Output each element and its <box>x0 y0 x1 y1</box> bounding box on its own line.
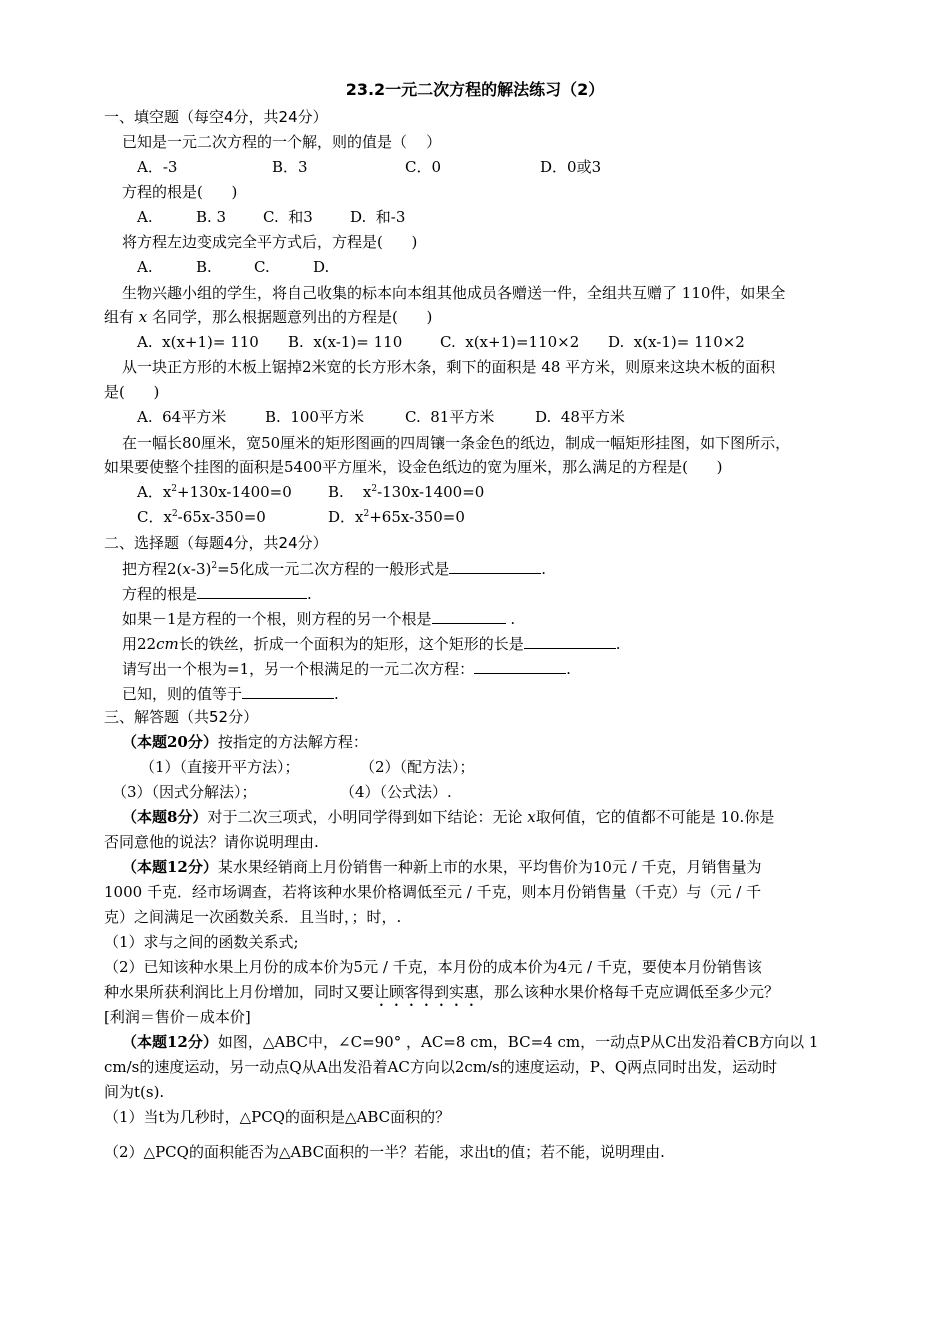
section-2-heading: 二、选择题（每题4分，共24分） <box>104 534 328 552</box>
section-3-heading: 三、解答题（共52分） <box>104 708 259 726</box>
s1-q6-stem-line2: 如果要使整个挂图的面积是5400平方厘米，设金色纸边的宽为厘米，那么满足的方程是( ) <box>104 458 723 476</box>
s1-q5-option-b: B. 100平方米 <box>265 408 364 426</box>
s3-p1-method-3: （3）（因式分解法）； <box>112 783 257 801</box>
s1-q3-option-a: A. <box>137 258 153 276</box>
s3-problem-4-line1: （本题12分）如图，△ABC中，∠C=90° ，AC=8 cm，BC=4 cm，一动点P从C出发沿着CB方向以 1 <box>122 1033 819 1051</box>
s2-q2: 方程的根是 . <box>122 582 312 604</box>
s1-q6-option-d: D．$x^2+65x-350=0$ <box>328 508 465 526</box>
s1-q5-option-d: D. 48平方米 <box>535 408 625 426</box>
s3-p1-method-4: （4）（公式法）. <box>340 783 452 801</box>
s3-p3-sub-2-line1: （2）已知该种水果上月份的成本价为5元 / 千克，本月份的成本价为4元 / 千克，要使本月份销售该 <box>104 958 762 976</box>
s3-problem-3-line2: 1000 千克．经市场调查，若将该种水果价格调低至元 / 千克，则本月份销售量（千克）与（元 / 千 <box>104 883 762 901</box>
s1-q6-option-a: A．$x^2+130x-1400=0$ <box>137 483 292 501</box>
s1-q4-option-b: B. x(x-1)= 110 <box>288 333 403 351</box>
page-title: 23.2一元二次方程的解法练习（2） <box>345 80 605 99</box>
s1-q5-option-c: C. 81平方米 <box>405 408 495 426</box>
s2-q6: 已知，则的值等于 . <box>122 682 339 704</box>
s1-q1-option-b: B．3 <box>272 158 308 176</box>
s1-q4-option-a: A. x(x+1)= 110 <box>137 333 259 351</box>
s3-p1-method-2: （2）（配方法）； <box>360 758 475 776</box>
s1-q2-option-b: B. 3 <box>196 208 227 226</box>
s1-q6-option-b: B. $x^2-130x-1400=0$ <box>328 483 485 501</box>
s3-problem-2-line2: 否同意他的说法？请你说明理由. <box>104 833 319 851</box>
s1-q3-option-c: C. <box>254 258 270 276</box>
s3-problem-3-line1: （本题12分）某水果经销商上月份销售一种新上市的水果，平均售价为10元 / 千克，月销售量为 <box>122 858 762 876</box>
s3-problem-3-line3: 克）之间满足一次函数关系．且当时，；时，. <box>104 908 402 926</box>
s3-problem-4-line2: cm/s的速度运动，另一动点Q从A出发沿着AC方向以2cm/s的速度运动，P、Q两点同时出发，运动时 <box>104 1058 778 1076</box>
variable-x: x <box>138 308 148 326</box>
s3-p1-method-1: （1）（直接开平方法）； <box>140 758 300 776</box>
emphasized-text: 让顾客得到实惠 <box>374 983 480 1001</box>
s3-problem-1: （本题20分）按指定的方法解方程： <box>122 733 368 751</box>
s1-q1-option-c: C．0 <box>405 158 442 176</box>
s2-q3: 如果－1是方程的一个根，则方程的另一个根是 . <box>122 607 515 629</box>
s3-problem-2-line1: （本题8分）对于二次三项式，小明同学得到如下结论：无论 x取何值，它的值都不可能是 10.你是 <box>122 808 775 826</box>
s1-q3-option-d: D. <box>313 258 330 276</box>
s3-p3-note: [利润＝售价－成本价] <box>104 1008 251 1026</box>
s1-q4-option-c: C. x(x+1)=110×2 <box>440 333 580 351</box>
answer-blank[interactable] <box>242 682 334 699</box>
s1-q4-stem-line1: 生物兴趣小组的学生，将自己收集的标本向本组其他成员各赠送一件，全组共互赠了 110件，如果全 <box>122 284 786 302</box>
s3-p3-sub-2-line2: 种水果所获利润比上月份增加，同时又要让顾客得到实惠，那么该种水果价格每千克应调低至多少元？ <box>104 983 780 1001</box>
s1-q2-option-a: A. <box>137 208 153 226</box>
s3-problem-4-line3: 间为t(s). <box>104 1083 165 1101</box>
s3-p3-sub-1: （1）求与之间的函数关系式; <box>104 933 299 951</box>
s1-q6-option-c: C．$x^2-65x-350=0$ <box>137 508 266 526</box>
answer-blank[interactable] <box>524 632 616 649</box>
s1-q3-stem: 将方程左边变成完全平方式后，方程是( ) <box>122 233 418 251</box>
answer-blank[interactable] <box>449 557 541 574</box>
answer-blank[interactable] <box>474 657 566 674</box>
s1-q2-option-d: D. 和-3 <box>350 208 406 226</box>
s2-q5: 请写出一个根为=1，另一个根满足的一元二次方程： . <box>122 657 571 679</box>
s3-p4-sub-2: （2）△PCQ的面积能否为△ABC面积的一半？若能，求出t的值；若不能，说明理由. <box>104 1143 665 1161</box>
s1-q1-option-a: A．-3 <box>137 158 178 176</box>
s1-q1-stem: 已知是一元二次方程的一个解，则的值是（ ） <box>122 133 442 151</box>
s1-q5-stem-line1: 从一块正方形的木板上锯掉2米宽的长方形木条，剩下的面积是 48 平方米，则原来这块木板的面积 <box>122 358 776 376</box>
s1-q5-option-a: A. 64平方米 <box>137 408 227 426</box>
s1-q2-option-c: C. 和3 <box>263 208 313 226</box>
answer-blank[interactable] <box>432 607 506 624</box>
s1-q5-stem-line2: 是( ) <box>104 383 160 401</box>
s2-q4: 用22cm长的铁丝，折成一个面积为的矩形，这个矩形的长是 . <box>122 632 621 654</box>
s1-q4-stem-line2: 组有 x 名同学，那么根据题意列出的方程是( ) <box>104 308 433 326</box>
answer-blank[interactable] <box>197 582 307 599</box>
s3-p4-sub-1: （1）当t为几秒时，△PCQ的面积是△ABC面积的？ <box>104 1108 451 1126</box>
s1-q1-option-d: D．0或3 <box>540 158 602 176</box>
s2-q1: 把方程$2(x-3)^2=5$化成一元二次方程的一般形式是 . <box>122 557 546 579</box>
section-1-heading: 一、填空题（每空4分，共24分） <box>104 108 328 126</box>
s1-q4-option-d: D. x(x-1)= 110×2 <box>608 333 745 351</box>
s1-q6-stem-line1: 在一幅长80厘米，宽50厘米的矩形图画的四周镶一条金色的纸边，制成一幅矩形挂图，如下图所示， <box>122 434 791 452</box>
s1-q3-option-b: B. <box>196 258 212 276</box>
s1-q2-stem: 方程的根是( ) <box>122 183 238 201</box>
